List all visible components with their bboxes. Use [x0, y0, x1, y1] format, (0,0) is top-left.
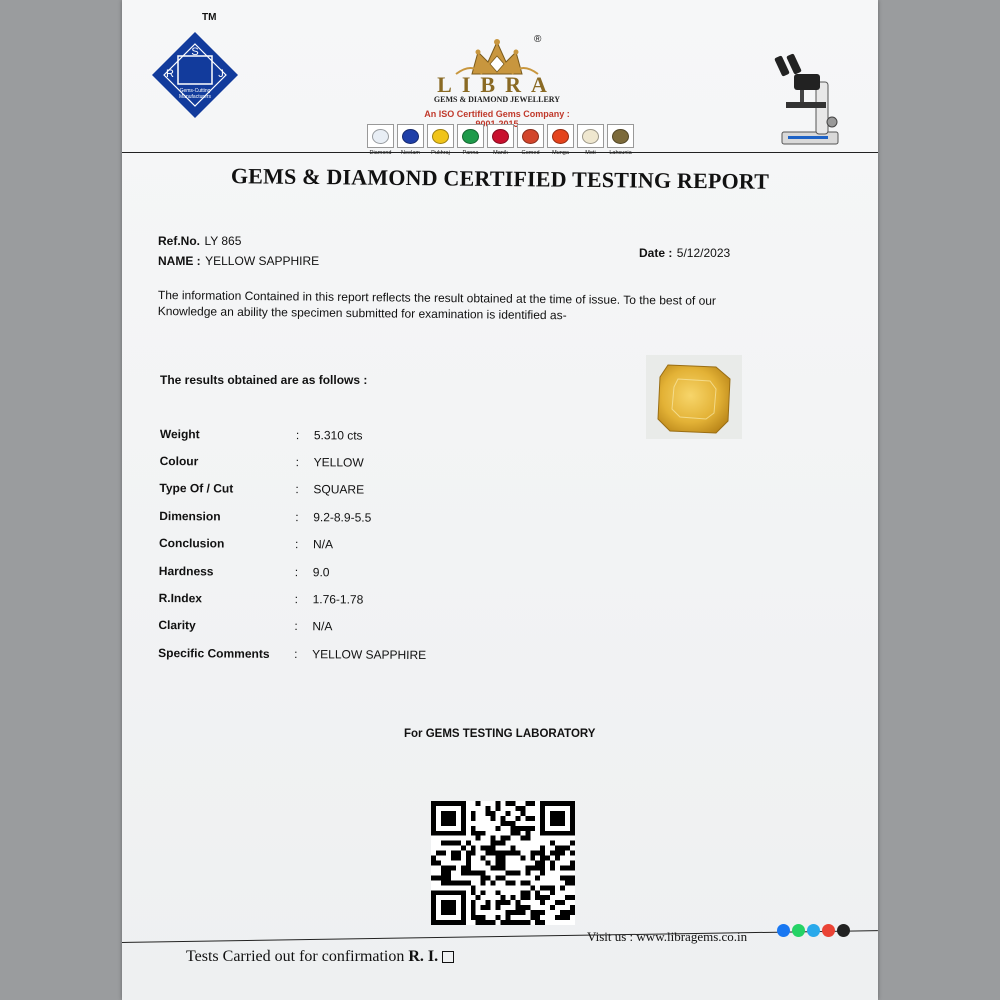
- svg-text:R: R: [166, 68, 174, 80]
- tests-note: Tests Carried out for confirmation R. I.: [186, 948, 454, 966]
- results-heading: The results obtained are as follows :: [160, 373, 368, 387]
- intro-paragraph: The information Contained in this report reflects the result obtained at the time of issue. To the best of our Knowledge an ability the specimen submitted for examination is identified as-: [157, 287, 717, 323]
- gem-item: Panna: [457, 124, 484, 162]
- telegram-icon[interactable]: [807, 924, 820, 937]
- whatsapp-icon[interactable]: [792, 924, 805, 937]
- header-divider: [122, 152, 878, 153]
- brand-name: LIBRA: [437, 72, 557, 97]
- checkbox-icon: [442, 951, 454, 963]
- social-icons: [777, 924, 850, 937]
- lab-signature-label: For GEMS TESTING LABORATORY: [404, 728, 596, 740]
- report-date: Date : 5/12/2023: [639, 246, 731, 260]
- gem-item: Moti: [577, 124, 604, 162]
- gem-swatch: [372, 129, 389, 144]
- gem-swatch: [462, 129, 479, 144]
- website-link[interactable]: Visit us : www.libragems.co.in: [587, 929, 748, 944]
- table-row: Weight : 5.310 cts: [159, 426, 363, 443]
- reference-number: Ref.No. LY 865: [158, 234, 242, 248]
- svg-text:S: S: [191, 46, 199, 58]
- gem-swatch: [402, 129, 419, 144]
- youtube-icon[interactable]: [822, 924, 835, 937]
- svg-text:Gems-Cutting: Gems-Cutting: [179, 88, 211, 94]
- gem-item: Gomed: [517, 124, 544, 162]
- gem-item: Munga: [547, 124, 574, 162]
- trademark-mark: TM: [202, 12, 217, 23]
- table-row: Dimension : 9.2-8.9-5.5: [159, 508, 372, 525]
- libra-crown-logo: [452, 34, 542, 76]
- table-row: Conclusion : N/A: [158, 536, 334, 552]
- table-row: Type Of / Cut : SQUARE: [159, 481, 365, 498]
- microscope-icon: [770, 52, 850, 148]
- gem-item: Neelam: [397, 124, 424, 162]
- svg-text:Manufacturers: Manufacturers: [179, 94, 211, 100]
- gem-item: Lahsunia: [607, 124, 634, 162]
- specimen-name: NAME : YELLOW SAPPHIRE: [158, 254, 320, 268]
- gem-swatch: [432, 129, 449, 144]
- gem-swatch: [552, 129, 569, 144]
- report-title: GEMS & DIAMOND CERTIFIED TESTING REPORT: [230, 163, 770, 194]
- certificate-page: [122, 0, 878, 1000]
- registered-mark: ®: [534, 34, 542, 45]
- iso-tagline: An ISO Certified Gems Company :: [424, 109, 570, 119]
- table-row: Specific Comments : YELLOW SAPPHIRE: [158, 645, 427, 662]
- gem-strip: [367, 124, 635, 162]
- srj-logo: [150, 30, 240, 120]
- gem-item: Diamond: [367, 124, 394, 162]
- gem-swatch: [582, 129, 599, 144]
- results-table: [158, 420, 428, 669]
- facebook-icon[interactable]: [777, 924, 790, 937]
- qr-code[interactable]: [430, 801, 576, 925]
- table-row: Hardness : 9.0: [158, 563, 330, 579]
- svg-text:J: J: [218, 68, 224, 80]
- table-row: Colour : YELLOW: [159, 454, 364, 470]
- table-row: Clarity : N/A: [158, 618, 333, 634]
- gem-swatch: [612, 129, 629, 144]
- gem-swatch: [492, 129, 509, 144]
- gem-swatch: [522, 129, 539, 144]
- gem-item: Pukhraj: [427, 124, 454, 162]
- instagram-icon[interactable]: [837, 924, 850, 937]
- table-row: R.Index : 1.76-1.78: [158, 591, 364, 607]
- footer-divider: [122, 930, 878, 943]
- brand-subtitle: GEMS & DIAMOND JEWELLERY: [433, 95, 561, 104]
- stone-photo: [646, 355, 742, 439]
- gem-item: Manik: [487, 124, 514, 162]
